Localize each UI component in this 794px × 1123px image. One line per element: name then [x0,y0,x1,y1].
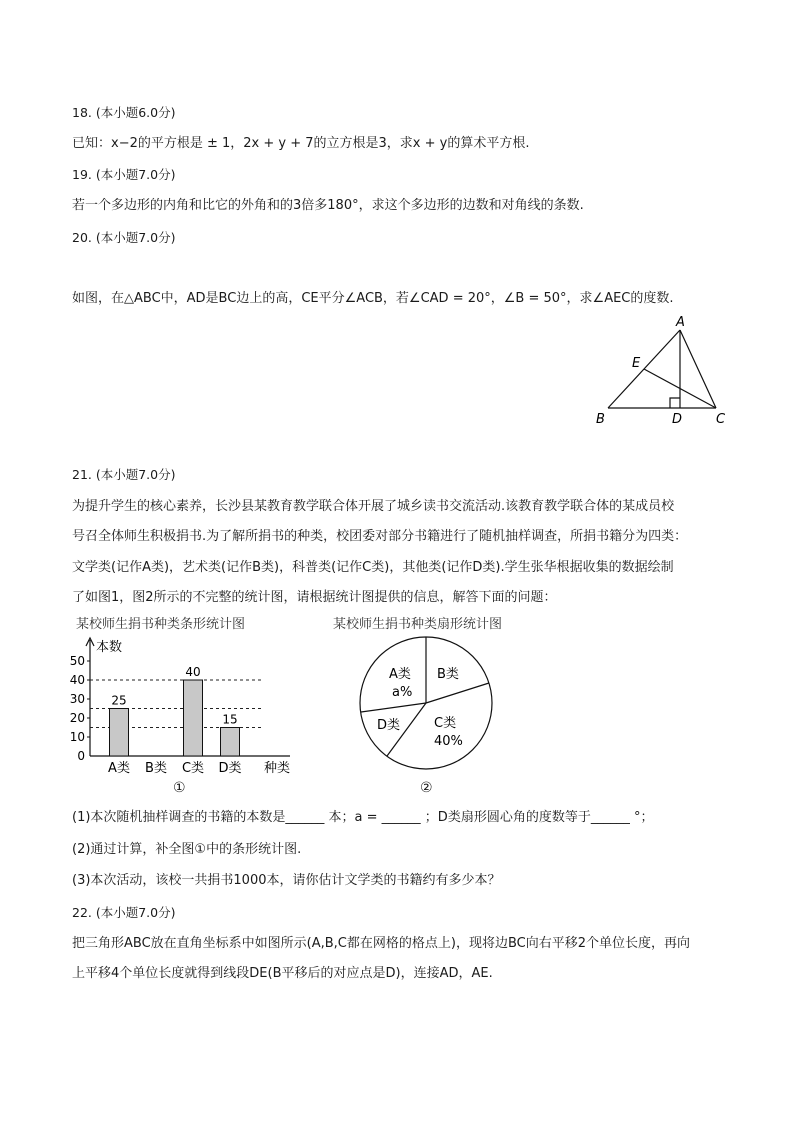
pie-chart [356,630,496,780]
bar-chart-title: 某校师生捐书种类条形统计图 [76,617,246,632]
q21-line-4: 了如图1，图2所示的不完整的统计图，请根据统计图提供的信息，解答下面的问题： [72,590,557,605]
x-axis-label: 种类 [264,761,291,776]
pie-label-d: D类 [377,718,401,733]
pie-sub-c: 40% [434,734,463,749]
pie-divider-bc [426,683,489,703]
label-b: B [596,412,605,427]
y-tick-label: 40 [69,673,85,687]
q21-line-2: 号召全体师生积极捐书.为了解所捐书的种类，校团委对部分书籍进行了随机抽样调查，所捐书籍分为四类： [72,529,688,544]
bar-3 [184,680,203,756]
q19-heading: 19. (本小题7.0分) [72,167,176,182]
q21-sub3: (3)本次活动，该校一共捐书1000本，请你估计文学类的书籍约有多少本？ [72,873,501,888]
y-tick-label: 30 [69,692,85,706]
q21-sub2: (2)通过计算，补全图①中的条形统计图. [72,842,302,857]
q21-line-3: 文学类(记作A类)，艺术类(记作B类)，科普类(记作C类)，其他类(记作D类).学生张华根据收集的数据绘制 [72,560,674,575]
q18-text: 已知：x−2的平方根是 ± 1，2x + y + 7的立方根是3，求x + y的算术平方根. [72,136,530,151]
label-e: E [632,356,641,371]
pie-divider-da [361,703,426,712]
q19-text: 若一个多边形的内角和比它的外角和的3倍多180°，求这个多边形的边数和对角线的条数. [72,198,584,213]
x-category-label: C类 [181,761,205,776]
q21-heading: 21. (本小题7.0分) [72,467,176,482]
bar-chart [66,634,306,784]
bar-value-label: 25 [111,693,127,708]
label-d: D [672,412,683,427]
bar-figure-number: ① [173,780,186,796]
pie-label-a: A类 [389,667,411,682]
pie-figure-number: ② [420,780,433,796]
bar-value-label: 15 [222,712,238,727]
q21-sub1: (1)本次随机抽样调查的书籍的本数是______ 本；a = ______ ；D类扇形圆心角的度数等于______ °； [72,810,654,825]
bar-4 [221,728,240,757]
y-axis-label: 本数 [96,640,123,655]
q22-line-1: 把三角形ABC放在直角坐标系中如图所示(A,B,C都在网格的格点上)，现将边BC向右平移2个单位长度，再向 [72,936,690,951]
q21-line-1: 为提升学生的核心素养，长沙县某教育教学联合体开展了城乡读书交流活动.该教育教学联合体的某成员校 [72,499,675,514]
label-a: A [676,315,685,330]
q18-heading: 18. (本小题6.0分) [72,105,176,120]
bar-1 [110,709,129,757]
q20-text: 如图，在△ABC中，AD是BC边上的高，CE平分∠ACB，若∠CAD = 20°，∠B = 50°，求∠AEC的度数. [72,291,674,306]
x-category-label: D类 [218,761,242,776]
side-ac [680,330,716,408]
bar-value-label: 40 [185,665,201,679]
pie-label-b: B类 [437,667,459,682]
triangle-figure [590,312,740,432]
pie-sub-a: a% [392,685,413,700]
pie-chart-title: 某校师生捐书种类扇形统计图 [333,617,503,632]
q22-heading: 22. (本小题7.0分) [72,905,176,920]
y-tick-label: 50 [69,654,85,668]
label-c: C [716,412,726,427]
y-tick-label: 10 [69,730,85,744]
y-tick-label: 20 [69,711,85,725]
y-tick-label: 0 [77,749,85,763]
q22-line-2: 上平移4个单位长度就得到线段DE(B平移后的对应点是D)，连接AD，AE. [72,966,493,981]
x-category-label: B类 [145,761,167,776]
q20-heading: 20. (本小题7.0分) [72,230,176,245]
x-category-label: A类 [108,761,130,776]
pie-label-c: C类 [434,716,457,731]
right-angle-mark [670,398,680,408]
